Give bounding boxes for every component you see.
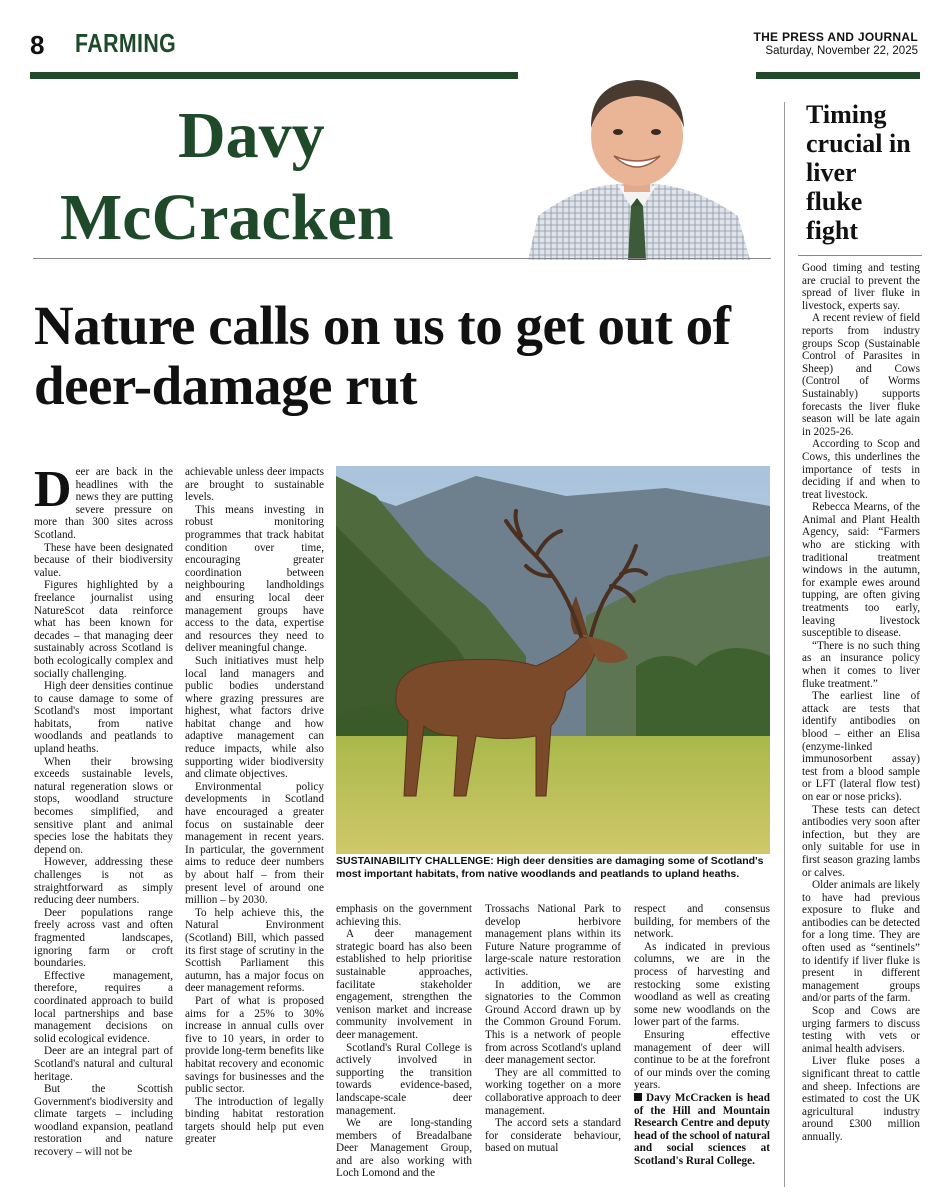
article-paragraph: However, addressing these challenges is not as straightforward as simply reducing deer numbers. — [34, 856, 173, 907]
article-paragraph: To help achieve this, the Natural Environment (Scotland) Bill, which passed its first stage of scrutiny in the Scottish Parliament this autumn, has a major focus on deer management reforms. — [185, 906, 324, 995]
byline-first-name: Davy — [178, 99, 325, 172]
article-paragraph: Ensuring effective management of deer will continue to be at the forefront of our minds over the coming years. — [634, 1028, 770, 1092]
article-paragraph: Deer are an integral part of Scotland's natural and cultural heritage. — [34, 1045, 173, 1083]
article-paragraph: Figures highlighted by a freelance journalist using NatureScot data reinforce what has been known for decades – that managing deer sustainably across Scotland is both ecologically complex and socially challenging. — [34, 579, 173, 680]
drop-cap: D — [34, 461, 72, 518]
article-paragraph: The accord sets a standard for considerate behaviour, based on mutual — [485, 1117, 621, 1155]
deer-photo — [336, 466, 770, 854]
author-bio: Davy McCracken is head of the Hill and Mountain Research Centre and deputy head of the school of natural and social sciences at Scotland's Rural College. — [634, 1091, 771, 1167]
page-number: 8 — [30, 30, 45, 60]
article-paragraph: Deer populations range freely across vast and often fragmented landscapes, ignoring farm or croft boundaries. — [34, 906, 173, 970]
sidebar-headline: Timing crucial in liver fluke fight — [806, 100, 911, 245]
sidebar-rule — [798, 255, 922, 256]
article-column-2 — [185, 466, 324, 1146]
article-paragraph: Scotland's Rural College is actively involved in supporting the transition towards evidence-based, landscape-scale deer management. — [336, 1041, 472, 1117]
article-paragraph: As indicated in previous columns, we are in the process of harvesting and restocking some existing woodland as well as creating some new woodlands on the lower part of the farms. — [634, 940, 770, 1029]
sidebar-paragraph: “There is no such thing as an insurance policy when it comes to liver fluke treatment.” — [802, 639, 920, 690]
article-headline: Nature calls on us to get out of deer-damage rut — [34, 295, 731, 416]
section-label: FARMING — [75, 28, 177, 58]
article-paragraph: High deer densities continue to cause damage to some of Scotland's most important habitats, from native woodlands and peatlands to upland heaths. — [34, 680, 173, 756]
article-paragraph: Environmental policy developments in Scotland have encouraged a greater focus on sustainable deer management in recent years. In particular, the government aims to reduce deer numbers by about half – from their present level of around one million – by 2030. — [185, 780, 324, 907]
bullet-square-icon — [634, 1093, 642, 1101]
top-rule — [30, 72, 920, 79]
sidebar-divider — [784, 102, 785, 1187]
article-paragraph: But the Scottish Government's biodiversity and climate targets – including woodland expansion, peatland restoration and nature recovery – will not be — [34, 1083, 173, 1159]
sidebar-paragraph: Scop and Cows are urging farmers to discuss testing with vets or animal health advisers. — [802, 1005, 920, 1055]
article-column-3 — [336, 903, 472, 1180]
article-paragraph: achievable unless deer impacts are brought to sustainable levels. — [185, 466, 324, 504]
sidebar-paragraph: Liver fluke poses a significant threat to cattle and sheep. Infections are estimated to cost the UK agricultural industry around £300 million annually. — [802, 1055, 920, 1143]
sidebar-body — [802, 262, 920, 1144]
article-paragraph: This means investing in robust monitoring programmes that track habitat condition over time, encouraging greater coordination between neighbouring landholdings and ensuring local deer management groups have access to the data, expertise and resources they need to deliver meaningful change. — [185, 503, 324, 655]
article-paragraph: In addition, we are signatories to the Common Ground Accord drawn up by the Common Ground Forum. This is a network of people from across Scotland's upland deer management sector. — [485, 978, 621, 1067]
byline-last-name: McCracken — [60, 181, 394, 254]
sidebar-paragraph: The earliest line of attack are tests that identify antibodies on blood – either an Elisa (enzyme-linked immunosorbent assay) test from a blood sample or LFT (lateral flow test) on ear or nose pricks). — [802, 690, 920, 803]
publication-date: Saturday, November 22, 2025 — [765, 45, 918, 57]
article-paragraph: Part of what is proposed aims for a 25% to 30% increase in annual culls over five to 10 years, in order to provide long-term benefits like habitat recovery and economic savings for businesses and the public sector. — [185, 994, 324, 1096]
sidebar-paragraph: Rebecca Mearns, of the Animal and Plant Health Agency, said: “Farmers who are sticking with traditional treatment windows in the autumn, for example ewes around tupping, are often giving treatments too early, leaving livestock susceptible to disease. — [802, 501, 920, 640]
article-paragraph: emphasis on the government achieving this. — [336, 903, 472, 928]
photo-caption: SUSTAINABILITY CHALLENGE: High deer densities are damaging some of Scotland's most important habitats, from native woodlands and peatlands to upland heaths. — [336, 855, 764, 880]
article-paragraph: When their browsing exceeds sustainable levels, natural regeneration slows or stops, woodland structure becomes simplified, and sensitive plant and animal species lose the habitats they depend on. — [34, 755, 173, 856]
article-paragraph: A deer management strategic board has also been established to help prioritise sustainable approaches, facilitate stakeholder engagement, strengthen the venison market and increase community involvement in deer management. — [336, 928, 472, 1041]
article-column-1 — [34, 461, 173, 1159]
article-column-5 — [634, 903, 770, 1167]
sidebar-paragraph: According to Scop and Cows, this underlines the importance of tests in deciding if and when to treat livestock. — [802, 438, 920, 501]
article-paragraph: The introduction of legally binding habitat restoration targets should help put even greater — [185, 1095, 324, 1146]
masthead — [753, 30, 918, 58]
sidebar-paragraph: Older animals are likely to have had previous exposure to fluke and antibodies can be detected for a long time. They are often used as “sentinels” to identify if liver fluke is present in different management groups and/or parts of the farm. — [802, 879, 920, 1005]
sidebar-paragraph: A recent review of field reports from industry groups Scop (Sustainable Control of Parasites in Sheep) and Cows (Control of Worms Sustainably) supports forecasts the liver fluke season will be late again in 2025-26. — [802, 312, 920, 438]
publication-name: THE PRESS AND JOURNAL — [753, 30, 918, 44]
article-paragraph: Such initiatives must help local land managers and public bodies understand where grazing pressures are highest, what factors drive habitat change and how adaptive management can reduce impacts, while also supporting wider biodiversity and climate objectives. — [185, 654, 324, 781]
article-paragraph: These have been designated because of their biodiversity value. — [34, 541, 173, 579]
article-paragraph: respect and consensus building, for members of the network. — [634, 903, 770, 941]
article-column-4 — [485, 903, 621, 1155]
article-paragraph: Deer are back in the headlines with the news they are putting severe pressure on more than 300 sites across Scotland. — [34, 461, 173, 541]
article-paragraph: We are long-standing members of Breadalbane Deer Management Group, and are also working with Loch Lomond and the — [336, 1117, 472, 1180]
article-paragraph: Trossachs National Park to develop herbivore management plans within its Future Nature programme of large-scale nature restoration activities. — [485, 903, 621, 978]
author-headshot — [518, 66, 756, 260]
article-paragraph: They are all committed to working together on a more collaborative approach to deer management. — [485, 1066, 621, 1117]
sidebar-paragraph: Good timing and testing are crucial to prevent the spread of liver fluke in livestock, experts say. — [802, 262, 920, 312]
byline-rule — [33, 258, 771, 259]
article-paragraph: Effective management, therefore, requires a coordinated approach to build local partnerships and base management decisions on solid ecological evidence. — [34, 969, 173, 1045]
sidebar-paragraph: These tests can detect antibodies very soon after infection, but they are only suitable for use in first season grazing lambs or calves. — [802, 803, 920, 879]
